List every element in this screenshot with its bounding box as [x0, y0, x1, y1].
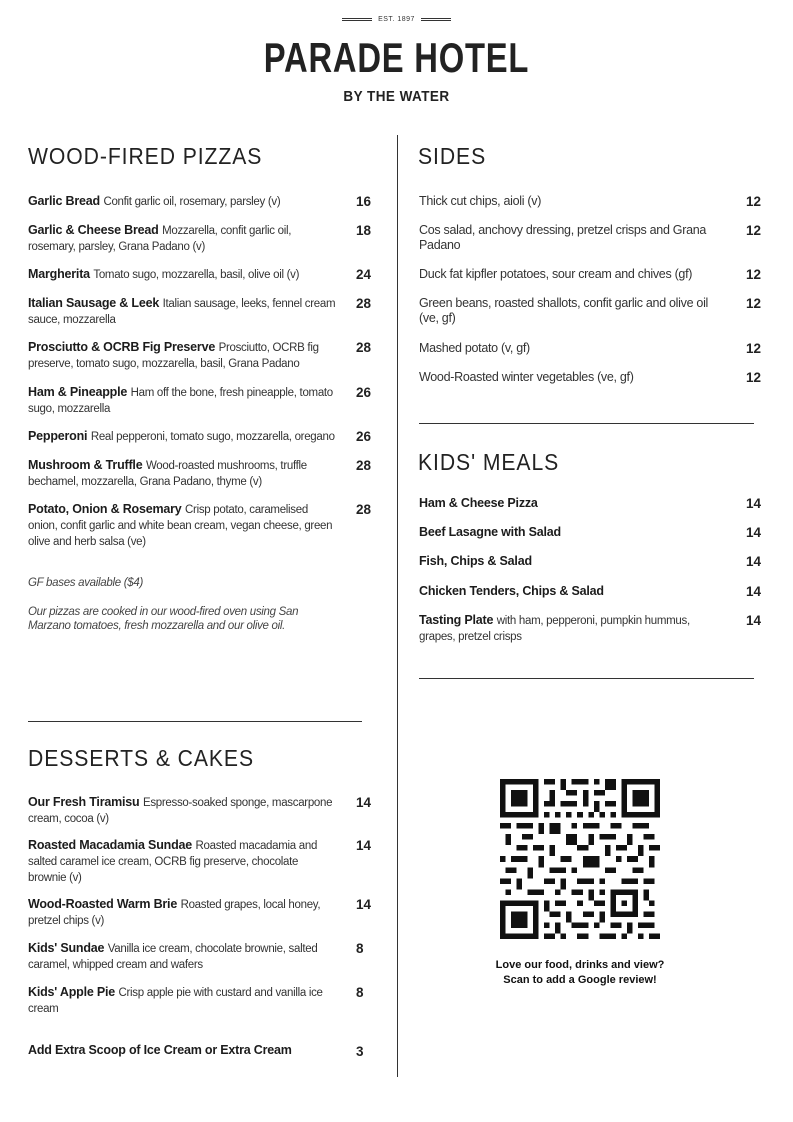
section-divider [419, 423, 754, 424]
item-price: 28 [356, 458, 372, 473]
item-name: Cos salad, anchovy dressing, pretzel crisps and Grana Padano [419, 223, 707, 252]
item-price: 14 [356, 795, 372, 810]
item-name: Thick cut chips, aioli (v) [419, 194, 542, 208]
oven-note: Our pizzas are cooked in our wood-fired oven using San Marzano tomatoes, fresh mozzarella and our olive oil. [28, 606, 299, 632]
item-price: 14 [746, 584, 762, 599]
menu-item [28, 223, 338, 255]
item-price: 18 [356, 223, 372, 238]
item-name: Ham & Cheese Pizza [419, 496, 538, 510]
item-desc: Wood-roasted mushrooms, truffle bechamel, mozzarella, Grana Padano, thyme (v) [28, 460, 307, 488]
item-desc: Real pepperoni, tomato sugo, mozzarella, oregano [90, 431, 335, 443]
item-desc: with ham, pepperoni, pumpkin hummus, grapes, pretzel crisps [419, 615, 690, 643]
item-price: 14 [746, 525, 762, 540]
item-desc: Prosciutto, OCRB fig preserve, tomato sugo, mozzarella, basil, Grana Padano [28, 342, 319, 370]
item-price: 28 [356, 296, 372, 311]
menu-item [28, 385, 338, 417]
item-name: Garlic Bread [28, 194, 100, 208]
item-name: Roasted Macadamia Sundae [28, 838, 193, 852]
section-divider [28, 721, 362, 722]
item-name: Garlic & Cheese Bread [28, 223, 159, 237]
menu-item [419, 341, 719, 356]
item-name: Wood-Roasted winter vegetables (ve, gf) [419, 370, 634, 384]
menu-item [419, 525, 729, 540]
item-name: Kids' Apple Pie [28, 985, 116, 999]
menu-item [28, 941, 338, 973]
item-price: 14 [746, 496, 762, 511]
rule-decoration [342, 18, 372, 21]
item-price: 14 [746, 613, 762, 628]
item-name: Wood-Roasted Warm Brie [28, 897, 178, 911]
item-name: Chicken Tenders, Chips & Salad [419, 584, 604, 598]
gf-note: GF bases available ($4) [28, 577, 143, 589]
section-divider [419, 678, 754, 679]
menu-item [28, 296, 338, 328]
item-name: Italian Sausage & Leek [28, 296, 160, 310]
item-price: 12 [746, 370, 762, 385]
item-desc: Espresso-soaked sponge, mascarpone cream, cocoa (v) [28, 797, 333, 825]
item-price: 28 [356, 502, 372, 517]
menu-item [419, 370, 719, 385]
item-price: 3 [356, 1044, 364, 1059]
item-price: 28 [356, 340, 372, 355]
brand-title: PARADE HOTEL [263, 34, 530, 81]
menu-item [28, 502, 338, 550]
item-name: Ham & Pineapple [28, 385, 128, 399]
review-line-1: Love our food, drinks and view? [495, 959, 665, 971]
menu-item [28, 267, 338, 283]
pizzas-title: WOOD-FIRED PIZZAS [28, 143, 263, 169]
item-desc: Confit garlic oil, rosemary, parsley (v) [103, 196, 281, 208]
item-price: 14 [356, 838, 372, 853]
item-name: Duck fat kipfler potatoes, sour cream and chives (gf) [419, 267, 693, 281]
item-desc: Roasted macadamia and salted caramel ice cream, OCRB fig preserve, chocolate brownie (v) [28, 840, 318, 884]
menu-item [28, 985, 338, 1017]
sides-title: SIDES [418, 143, 487, 169]
menu-item [28, 458, 338, 490]
item-desc: Tomato sugo, mozzarella, basil, olive oil (v) [93, 269, 300, 281]
item-name: Our Fresh Tiramisu [28, 795, 140, 809]
item-price: 12 [746, 223, 762, 238]
item-name: Mashed potato (v, gf) [419, 341, 530, 355]
menu-item [28, 194, 338, 210]
menu-item [28, 1043, 348, 1058]
menu-item [419, 223, 719, 253]
item-name: Mushroom & Truffle [28, 458, 143, 472]
item-price: 12 [746, 267, 762, 282]
item-price: 24 [356, 267, 372, 282]
review-line-2: Scan to add a Google review! [503, 974, 657, 986]
item-price: 8 [356, 985, 364, 1000]
menu-item [419, 584, 729, 599]
item-name: Fish, Chips & Salad [419, 554, 532, 568]
menu-item [419, 496, 729, 511]
brand-tagline: BY THE WATER [343, 88, 450, 105]
item-desc: Crisp apple pie with custard and vanilla ice cream [28, 987, 323, 1015]
kids-title: KIDS' MEALS [418, 449, 560, 475]
menu-item [28, 795, 338, 827]
item-name: Prosciutto & OCRB Fig Preserve [28, 340, 216, 354]
rule-decoration [421, 18, 451, 21]
item-name: Pepperoni [28, 429, 88, 443]
item-name: Margherita [28, 267, 90, 281]
item-price: 26 [356, 429, 372, 444]
item-desc: Vanilla ice cream, chocolate brownie, salted caramel, whipped cream and wafers [28, 943, 318, 971]
item-name: Kids' Sundae [28, 941, 105, 955]
item-price: 26 [356, 385, 372, 400]
menu-item [419, 613, 729, 645]
item-name: Green beans, roasted shallots, confit garlic and olive oil (ve, gf) [419, 296, 709, 325]
desserts-title: DESSERTS & CAKES [28, 745, 255, 771]
column-divider [397, 135, 398, 1077]
menu-item [28, 897, 338, 929]
item-desc: Italian sausage, leeks, fennel cream sauce, mozzarella [28, 298, 336, 326]
menu-item [419, 296, 719, 326]
established-line [0, 16, 793, 23]
item-price: 12 [746, 194, 762, 209]
item-price: 8 [356, 941, 364, 956]
item-price: 12 [746, 296, 762, 311]
menu-item [28, 429, 338, 445]
item-name: Potato, Onion & Rosemary [28, 502, 182, 516]
menu-item [419, 194, 719, 209]
item-price: 16 [356, 194, 372, 209]
item-price: 14 [746, 554, 762, 569]
item-price: 12 [746, 341, 762, 356]
menu-item [419, 554, 729, 569]
menu-item [28, 340, 338, 372]
item-price: 14 [356, 897, 372, 912]
item-desc: Crisp potato, caramelised onion, confit garlic and white bean cream, vegan cheese, green olive and herb salsa (ve) [28, 504, 333, 548]
item-name: Tasting Plate [419, 613, 494, 627]
qr-code-icon[interactable] [500, 779, 660, 939]
menu-item [419, 267, 719, 282]
established-text: EST. 1897 [378, 16, 415, 23]
item-desc: Mozzarella, confit garlic oil, rosemary, parsley, Grana Padano (v) [28, 225, 292, 253]
menu-item [28, 838, 338, 886]
item-name: Add Extra Scoop of Ice Cream or Extra Cream [28, 1043, 292, 1057]
item-desc: Roasted grapes, local honey, pretzel chips (v) [28, 899, 321, 927]
item-name: Beef Lasagne with Salad [419, 525, 561, 539]
item-desc: Ham off the bone, fresh pineapple, tomato sugo, mozzarella [28, 387, 333, 415]
review-caption [450, 958, 710, 988]
